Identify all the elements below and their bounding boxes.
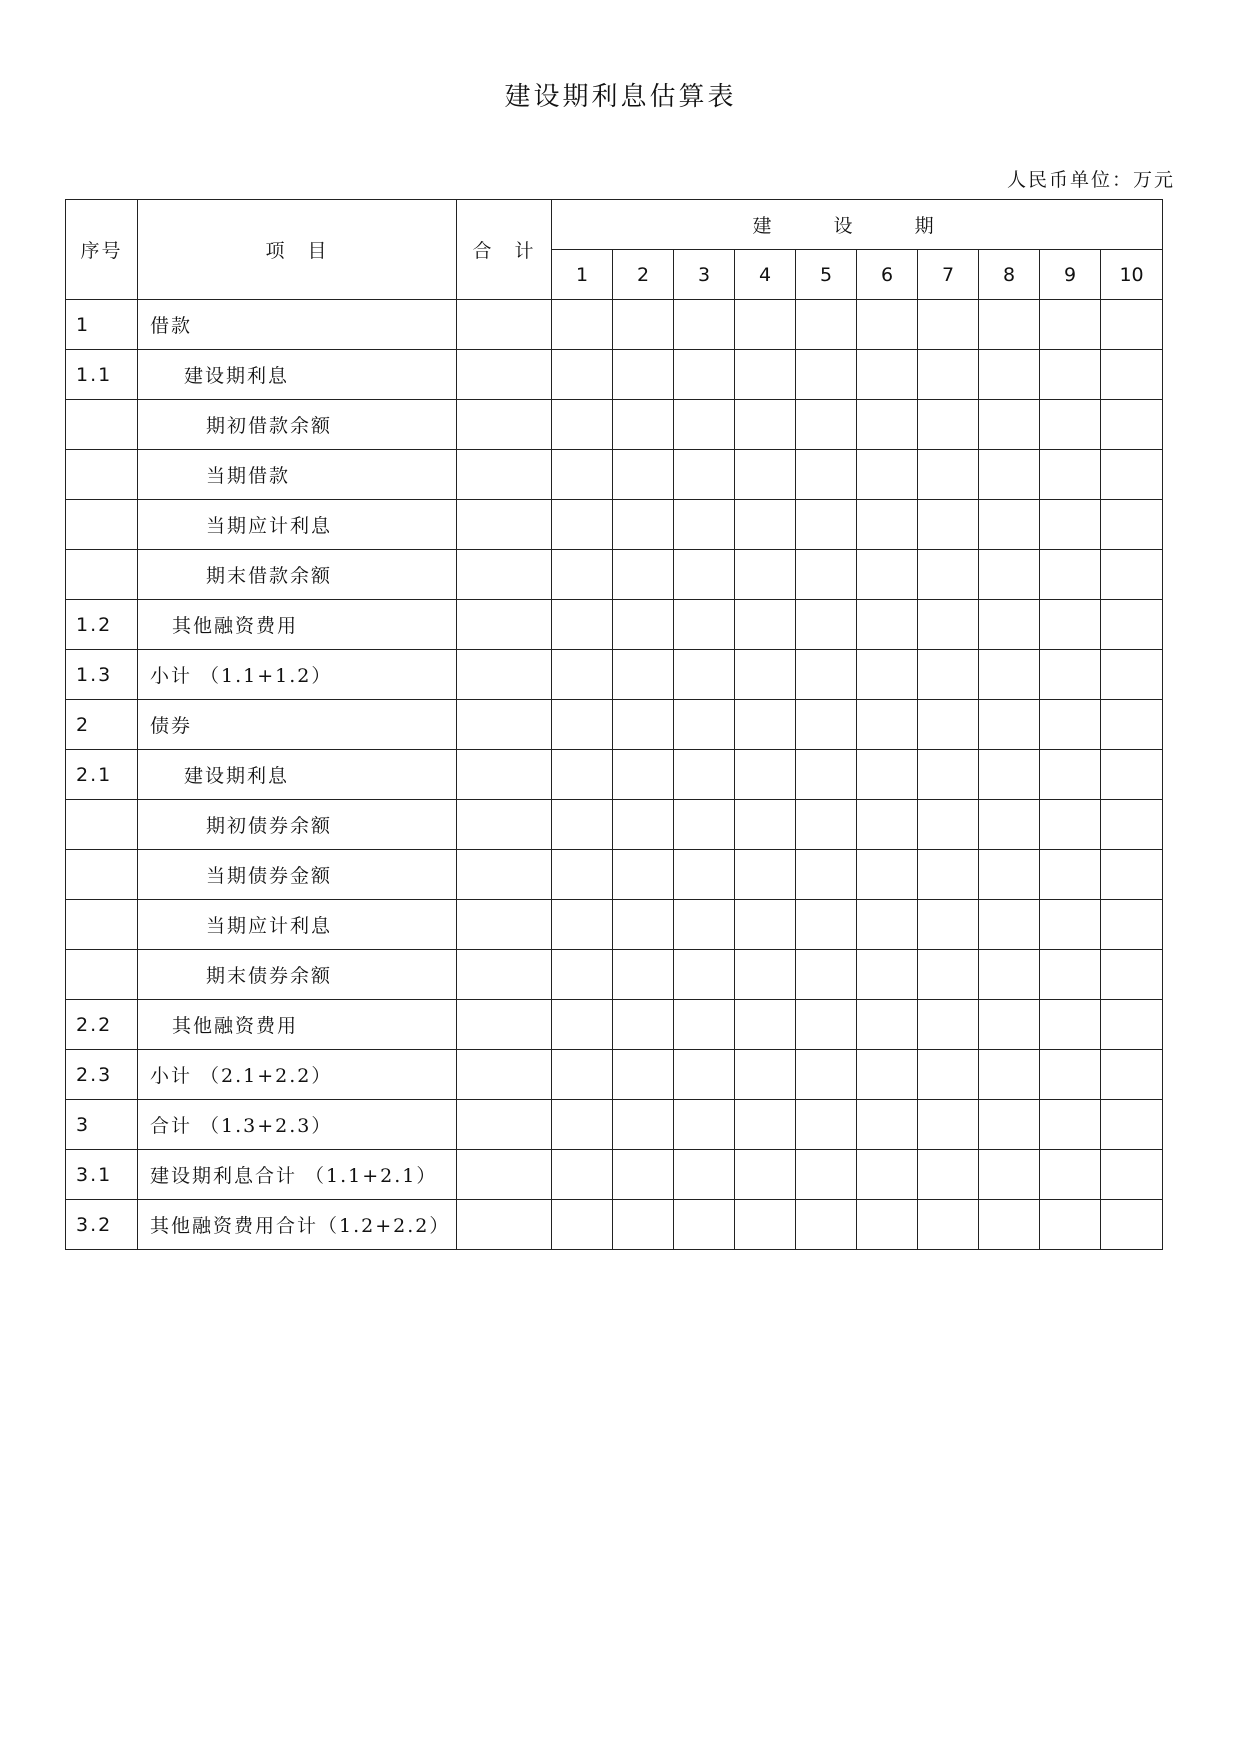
row-period-cell-8 <box>979 600 1040 650</box>
row-period-cell-1 <box>552 1000 613 1050</box>
row-seq: 2 <box>66 700 138 750</box>
table-row <box>66 700 1163 750</box>
row-period-cell-3 <box>674 950 735 1000</box>
row-period-cell-3 <box>674 900 735 950</box>
row-period-cell-5 <box>796 500 857 550</box>
row-period-cell-9 <box>1040 400 1101 450</box>
row-period-cell-5 <box>796 950 857 1000</box>
row-item: 期末借款余额 <box>138 550 457 600</box>
row-item: 合计 （1.3+2.3） <box>138 1100 457 1150</box>
row-seq <box>66 400 138 450</box>
row-item: 期末债券余额 <box>138 950 457 1000</box>
row-period-cell-7 <box>918 850 979 900</box>
row-period-cell-9 <box>1040 600 1101 650</box>
row-period-cell-9 <box>1040 350 1101 400</box>
construction-period-header: 建 设 期 <box>552 200 1163 250</box>
row-period-cell-8 <box>979 650 1040 700</box>
row-total-cell <box>457 1100 552 1150</box>
table-row <box>66 350 1163 400</box>
row-period-cell-6 <box>857 650 918 700</box>
row-period-cell-1 <box>552 850 613 900</box>
row-period-cell-9 <box>1040 800 1101 850</box>
row-period-cell-5 <box>796 1150 857 1200</box>
table-row <box>66 850 1163 900</box>
row-period-cell-1 <box>552 500 613 550</box>
row-period-cell-6 <box>857 950 918 1000</box>
row-period-cell-1 <box>552 300 613 350</box>
row-period-cell-2 <box>613 1150 674 1200</box>
row-period-cell-7 <box>918 1100 979 1150</box>
row-period-cell-7 <box>918 450 979 500</box>
row-period-cell-6 <box>857 1100 918 1150</box>
row-item: 当期应计利息 <box>138 500 457 550</box>
row-period-cell-4 <box>735 350 796 400</box>
row-period-cell-3 <box>674 700 735 750</box>
row-period-cell-4 <box>735 1050 796 1100</box>
row-period-cell-4 <box>735 1150 796 1200</box>
row-period-cell-2 <box>613 350 674 400</box>
row-period-cell-6 <box>857 700 918 750</box>
row-period-cell-4 <box>735 550 796 600</box>
row-period-cell-2 <box>613 800 674 850</box>
row-period-cell-5 <box>796 700 857 750</box>
row-period-cell-5 <box>796 650 857 700</box>
row-period-cell-3 <box>674 1200 735 1250</box>
row-period-cell-2 <box>613 400 674 450</box>
row-period-cell-1 <box>552 1150 613 1200</box>
table-row <box>66 300 1163 350</box>
row-period-cell-4 <box>735 450 796 500</box>
row-seq <box>66 550 138 600</box>
row-period-cell-10 <box>1101 1200 1163 1250</box>
row-period-cell-3 <box>674 400 735 450</box>
row-period-cell-5 <box>796 600 857 650</box>
row-period-cell-4 <box>735 800 796 850</box>
header-row-1 <box>66 200 1163 250</box>
interest-estimate-table <box>65 199 1163 1250</box>
row-period-cell-4 <box>735 500 796 550</box>
row-period-cell-5 <box>796 750 857 800</box>
row-period-cell-1 <box>552 950 613 1000</box>
row-period-cell-4 <box>735 650 796 700</box>
period-header-7: 7 <box>918 250 979 300</box>
row-total-cell <box>457 750 552 800</box>
row-period-cell-8 <box>979 350 1040 400</box>
row-item: 期初债券余额 <box>138 800 457 850</box>
row-total-cell <box>457 300 552 350</box>
row-period-cell-8 <box>979 1150 1040 1200</box>
row-period-cell-1 <box>552 700 613 750</box>
row-period-cell-2 <box>613 1100 674 1150</box>
row-period-cell-6 <box>857 850 918 900</box>
row-period-cell-4 <box>735 1200 796 1250</box>
period-header-5: 5 <box>796 250 857 300</box>
row-period-cell-7 <box>918 1150 979 1200</box>
row-period-cell-2 <box>613 1000 674 1050</box>
row-period-cell-4 <box>735 600 796 650</box>
row-item: 借款 <box>138 300 457 350</box>
page-title: 建设期利息估算表 <box>504 82 737 112</box>
row-period-cell-10 <box>1101 1100 1163 1150</box>
row-period-cell-10 <box>1101 350 1163 400</box>
row-period-cell-9 <box>1040 950 1101 1000</box>
row-period-cell-6 <box>857 600 918 650</box>
row-item: 建设期利息合计 （1.1+2.1） <box>138 1150 457 1200</box>
period-header-3: 3 <box>674 250 735 300</box>
row-period-cell-7 <box>918 1000 979 1050</box>
row-period-cell-3 <box>674 650 735 700</box>
row-period-cell-9 <box>1040 750 1101 800</box>
row-period-cell-4 <box>735 700 796 750</box>
row-period-cell-4 <box>735 1100 796 1150</box>
row-seq: 3.1 <box>66 1150 138 1200</box>
row-period-cell-10 <box>1101 800 1163 850</box>
row-item: 期初借款余额 <box>138 400 457 450</box>
row-period-cell-2 <box>613 750 674 800</box>
row-item: 小计 （2.1+2.2） <box>138 1050 457 1100</box>
table-row <box>66 1050 1163 1100</box>
table-row <box>66 650 1163 700</box>
row-period-cell-7 <box>918 550 979 600</box>
row-period-cell-7 <box>918 400 979 450</box>
row-period-cell-10 <box>1101 550 1163 600</box>
row-seq: 3.2 <box>66 1200 138 1250</box>
row-period-cell-4 <box>735 300 796 350</box>
row-period-cell-5 <box>796 350 857 400</box>
row-period-cell-8 <box>979 850 1040 900</box>
row-seq <box>66 450 138 500</box>
row-total-cell <box>457 950 552 1000</box>
row-period-cell-4 <box>735 1000 796 1050</box>
row-period-cell-9 <box>1040 550 1101 600</box>
row-seq: 2.3 <box>66 1050 138 1100</box>
row-total-cell <box>457 550 552 600</box>
table-row <box>66 800 1163 850</box>
row-period-cell-2 <box>613 600 674 650</box>
row-total-cell <box>457 700 552 750</box>
row-period-cell-5 <box>796 900 857 950</box>
row-period-cell-6 <box>857 350 918 400</box>
row-period-cell-7 <box>918 600 979 650</box>
row-item: 其他融资费用 <box>138 1000 457 1050</box>
table-row <box>66 550 1163 600</box>
row-period-cell-6 <box>857 1000 918 1050</box>
row-period-cell-8 <box>979 700 1040 750</box>
row-seq: 1 <box>66 300 138 350</box>
row-seq <box>66 950 138 1000</box>
row-period-cell-1 <box>552 550 613 600</box>
row-period-cell-6 <box>857 1050 918 1100</box>
row-period-cell-2 <box>613 850 674 900</box>
row-total-cell <box>457 1150 552 1200</box>
row-period-cell-5 <box>796 400 857 450</box>
row-seq: 2.2 <box>66 1000 138 1050</box>
row-period-cell-5 <box>796 800 857 850</box>
row-item: 当期债券金额 <box>138 850 457 900</box>
row-period-cell-6 <box>857 900 918 950</box>
row-period-cell-2 <box>613 300 674 350</box>
row-period-cell-2 <box>613 550 674 600</box>
row-period-cell-10 <box>1101 950 1163 1000</box>
row-period-cell-10 <box>1101 650 1163 700</box>
row-period-cell-2 <box>613 650 674 700</box>
table-row <box>66 750 1163 800</box>
row-period-cell-9 <box>1040 1000 1101 1050</box>
row-seq <box>66 500 138 550</box>
period-header-4: 4 <box>735 250 796 300</box>
row-period-cell-3 <box>674 1000 735 1050</box>
row-seq: 1.2 <box>66 600 138 650</box>
row-period-cell-5 <box>796 1050 857 1100</box>
total-header: 合 计 <box>457 200 552 300</box>
row-period-cell-8 <box>979 500 1040 550</box>
period-header-1: 1 <box>552 250 613 300</box>
row-period-cell-3 <box>674 1050 735 1100</box>
row-period-cell-4 <box>735 400 796 450</box>
row-period-cell-5 <box>796 450 857 500</box>
row-period-cell-10 <box>1101 300 1163 350</box>
row-item: 建设期利息 <box>138 750 457 800</box>
currency-unit-label: 人民币单位：万元 <box>1006 169 1175 191</box>
row-total-cell <box>457 350 552 400</box>
row-period-cell-4 <box>735 900 796 950</box>
row-period-cell-9 <box>1040 1050 1101 1100</box>
row-period-cell-9 <box>1040 450 1101 500</box>
row-period-cell-3 <box>674 600 735 650</box>
row-period-cell-7 <box>918 300 979 350</box>
row-period-cell-1 <box>552 450 613 500</box>
row-period-cell-7 <box>918 650 979 700</box>
row-period-cell-10 <box>1101 400 1163 450</box>
row-period-cell-8 <box>979 1050 1040 1100</box>
row-total-cell <box>457 500 552 550</box>
row-period-cell-3 <box>674 750 735 800</box>
table-row <box>66 500 1163 550</box>
row-period-cell-10 <box>1101 1000 1163 1050</box>
row-item: 当期借款 <box>138 450 457 500</box>
row-total-cell <box>457 1200 552 1250</box>
row-total-cell <box>457 800 552 850</box>
row-period-cell-2 <box>613 700 674 750</box>
row-period-cell-3 <box>674 500 735 550</box>
row-period-cell-7 <box>918 1050 979 1100</box>
row-period-cell-1 <box>552 1100 613 1150</box>
table-row <box>66 950 1163 1000</box>
row-period-cell-2 <box>613 450 674 500</box>
row-total-cell <box>457 900 552 950</box>
row-seq: 1.3 <box>66 650 138 700</box>
row-period-cell-5 <box>796 1000 857 1050</box>
row-item: 建设期利息 <box>138 350 457 400</box>
row-period-cell-1 <box>552 650 613 700</box>
table-row <box>66 400 1163 450</box>
row-period-cell-2 <box>613 1200 674 1250</box>
row-period-cell-2 <box>613 1050 674 1100</box>
row-period-cell-7 <box>918 700 979 750</box>
table-row <box>66 450 1163 500</box>
row-item: 其他融资费用合计（1.2+2.2） <box>138 1200 457 1250</box>
row-period-cell-5 <box>796 850 857 900</box>
row-period-cell-3 <box>674 800 735 850</box>
row-period-cell-2 <box>613 900 674 950</box>
row-period-cell-10 <box>1101 1150 1163 1200</box>
row-period-cell-9 <box>1040 650 1101 700</box>
row-period-cell-7 <box>918 800 979 850</box>
row-total-cell <box>457 1000 552 1050</box>
row-period-cell-10 <box>1101 700 1163 750</box>
period-header-2: 2 <box>613 250 674 300</box>
period-header-9: 9 <box>1040 250 1101 300</box>
row-period-cell-10 <box>1101 450 1163 500</box>
row-period-cell-9 <box>1040 1150 1101 1200</box>
row-period-cell-4 <box>735 950 796 1000</box>
row-item: 其他融资费用 <box>138 600 457 650</box>
row-total-cell <box>457 400 552 450</box>
row-period-cell-8 <box>979 1200 1040 1250</box>
row-period-cell-7 <box>918 950 979 1000</box>
table-row <box>66 600 1163 650</box>
row-period-cell-5 <box>796 1200 857 1250</box>
row-period-cell-8 <box>979 950 1040 1000</box>
row-period-cell-5 <box>796 1100 857 1150</box>
row-period-cell-7 <box>918 1200 979 1250</box>
row-period-cell-3 <box>674 1100 735 1150</box>
row-period-cell-9 <box>1040 300 1101 350</box>
row-period-cell-3 <box>674 450 735 500</box>
row-period-cell-9 <box>1040 850 1101 900</box>
row-period-cell-5 <box>796 300 857 350</box>
row-total-cell <box>457 600 552 650</box>
row-period-cell-6 <box>857 550 918 600</box>
row-period-cell-1 <box>552 750 613 800</box>
row-period-cell-6 <box>857 450 918 500</box>
row-period-cell-3 <box>674 850 735 900</box>
row-period-cell-4 <box>735 750 796 800</box>
row-seq <box>66 800 138 850</box>
row-period-cell-8 <box>979 550 1040 600</box>
table-row <box>66 1200 1163 1250</box>
row-period-cell-8 <box>979 800 1040 850</box>
row-total-cell <box>457 850 552 900</box>
row-period-cell-10 <box>1101 600 1163 650</box>
row-period-cell-6 <box>857 400 918 450</box>
row-period-cell-6 <box>857 800 918 850</box>
row-period-cell-9 <box>1040 700 1101 750</box>
row-period-cell-5 <box>796 550 857 600</box>
row-period-cell-9 <box>1040 500 1101 550</box>
row-period-cell-8 <box>979 300 1040 350</box>
row-period-cell-6 <box>857 300 918 350</box>
row-period-cell-6 <box>857 1150 918 1200</box>
row-period-cell-1 <box>552 600 613 650</box>
row-period-cell-7 <box>918 500 979 550</box>
row-period-cell-9 <box>1040 1200 1101 1250</box>
row-period-cell-3 <box>674 550 735 600</box>
row-period-cell-2 <box>613 950 674 1000</box>
row-period-cell-3 <box>674 1150 735 1200</box>
row-period-cell-6 <box>857 750 918 800</box>
table-row <box>66 1150 1163 1200</box>
row-period-cell-7 <box>918 900 979 950</box>
row-period-cell-8 <box>979 400 1040 450</box>
row-period-cell-10 <box>1101 900 1163 950</box>
row-period-cell-6 <box>857 1200 918 1250</box>
row-period-cell-1 <box>552 1050 613 1100</box>
row-period-cell-1 <box>552 1200 613 1250</box>
row-period-cell-10 <box>1101 500 1163 550</box>
row-period-cell-1 <box>552 350 613 400</box>
row-period-cell-7 <box>918 350 979 400</box>
row-total-cell <box>457 450 552 500</box>
row-item: 小计 （1.1+1.2） <box>138 650 457 700</box>
period-header-8: 8 <box>979 250 1040 300</box>
row-seq <box>66 900 138 950</box>
row-total-cell <box>457 1050 552 1100</box>
row-period-cell-6 <box>857 500 918 550</box>
row-seq: 1.1 <box>66 350 138 400</box>
row-period-cell-10 <box>1101 1050 1163 1100</box>
row-period-cell-8 <box>979 1000 1040 1050</box>
seq-header: 序号 <box>66 200 138 300</box>
row-period-cell-8 <box>979 1100 1040 1150</box>
row-period-cell-2 <box>613 500 674 550</box>
row-seq <box>66 850 138 900</box>
row-period-cell-3 <box>674 300 735 350</box>
row-period-cell-9 <box>1040 900 1101 950</box>
row-period-cell-1 <box>552 900 613 950</box>
row-period-cell-3 <box>674 350 735 400</box>
table-row <box>66 1100 1163 1150</box>
row-period-cell-10 <box>1101 850 1163 900</box>
row-seq: 3 <box>66 1100 138 1150</box>
row-period-cell-4 <box>735 850 796 900</box>
period-header-10: 10 <box>1101 250 1163 300</box>
row-period-cell-7 <box>918 750 979 800</box>
row-period-cell-1 <box>552 400 613 450</box>
table-row <box>66 900 1163 950</box>
row-period-cell-1 <box>552 800 613 850</box>
row-period-cell-8 <box>979 750 1040 800</box>
row-period-cell-10 <box>1101 750 1163 800</box>
row-total-cell <box>457 650 552 700</box>
period-header-6: 6 <box>857 250 918 300</box>
row-item: 当期应计利息 <box>138 900 457 950</box>
row-item: 债券 <box>138 700 457 750</box>
row-period-cell-8 <box>979 450 1040 500</box>
item-header: 项 目 <box>138 200 457 300</box>
row-seq: 2.1 <box>66 750 138 800</box>
table-row <box>66 1000 1163 1050</box>
row-period-cell-8 <box>979 900 1040 950</box>
row-period-cell-9 <box>1040 1100 1101 1150</box>
